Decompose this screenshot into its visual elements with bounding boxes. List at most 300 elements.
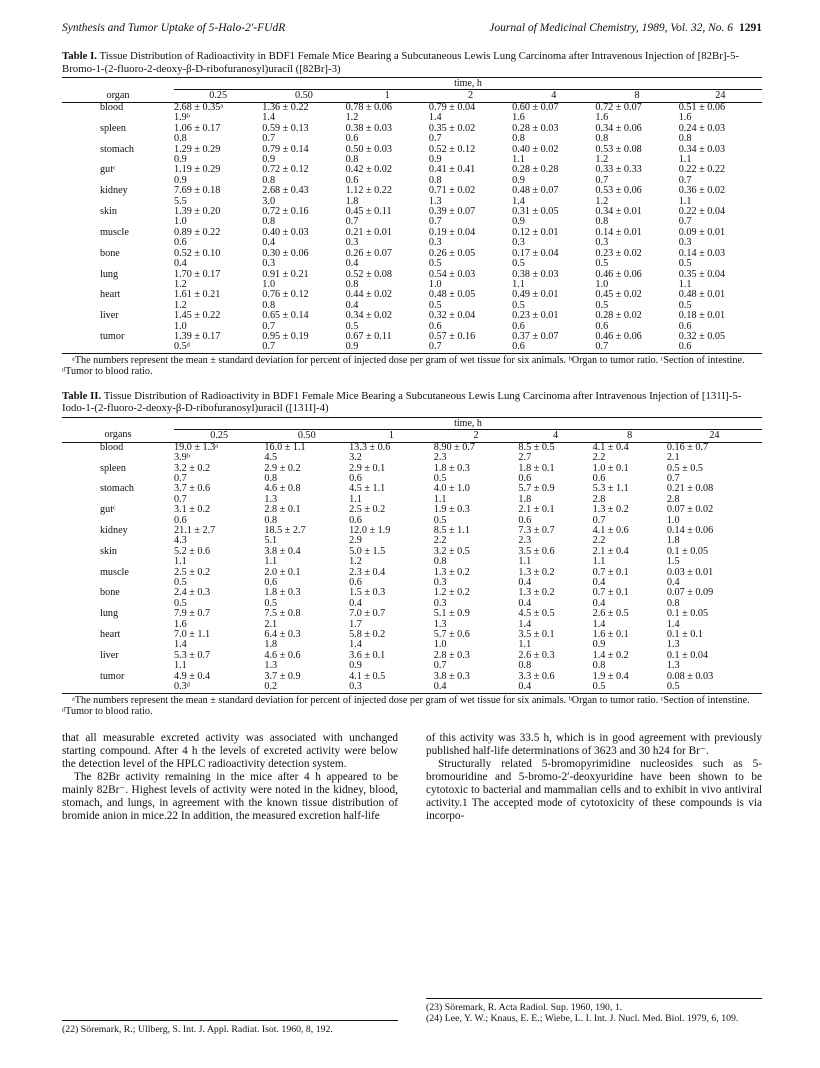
ratio-cell: 0.6 bbox=[512, 320, 525, 332]
table-1-organ-header: organ bbox=[62, 90, 174, 103]
ratio-cell: 0.5 bbox=[264, 597, 278, 609]
mean-sd-cell: 0.32 ± 0.05 bbox=[678, 330, 726, 342]
mean-sd-cell: 0.34 ± 0.01 bbox=[595, 206, 642, 218]
organ-label: tumor bbox=[100, 670, 125, 682]
table-row-ratio bbox=[62, 155, 762, 165]
ratio-cell: 0.7 bbox=[595, 342, 678, 353]
table-row-ratio bbox=[62, 259, 762, 269]
table-row bbox=[62, 270, 762, 280]
ratio-cell: 1.2 bbox=[174, 278, 187, 290]
ratio-cell: 1.6 bbox=[678, 112, 692, 124]
mean-sd-cell: 0.46 ± 0.06 bbox=[595, 268, 642, 280]
ratio-cell: 0.7 bbox=[428, 133, 442, 145]
ratio-cell: 0.3 bbox=[512, 237, 525, 249]
mean-sd-cell: 1.39 ± 0.17 bbox=[174, 330, 221, 342]
ratio-cell: 0.8 bbox=[592, 660, 606, 672]
ratio-cell: 1.0 bbox=[433, 639, 447, 651]
mean-sd-cell: 3.7 ± 0.6 bbox=[174, 483, 211, 495]
table-2-time-label: time, h bbox=[174, 417, 762, 429]
mean-sd-cell: 0.21 ± 0.01 bbox=[345, 226, 392, 238]
mean-sd-cell: 5.7 ± 0.9 bbox=[518, 483, 555, 495]
ratio-cell: 0.6 bbox=[428, 320, 442, 332]
mean-sd-cell: 0.76 ± 0.12 bbox=[262, 289, 309, 301]
mean-sd-cell: 7.3 ± 0.7 bbox=[518, 525, 555, 536]
table2-col-header: 0.25 bbox=[174, 429, 264, 442]
mean-sd-cell: 7.0 ± 1.1 bbox=[174, 629, 211, 641]
mean-sd-cell: 1.61 ± 0.21 bbox=[174, 289, 221, 301]
ratio-cell: 0.9 bbox=[346, 342, 429, 353]
ratio-cell: 0.5 bbox=[174, 597, 187, 609]
ratio-cell: 2.3 bbox=[433, 452, 447, 464]
mean-sd-cell: 6.4 ± 0.3 bbox=[264, 629, 301, 641]
mean-sd-cell: 0.26 ± 0.05 bbox=[428, 247, 476, 259]
mean-sd-cell: 1.39 ± 0.20 bbox=[174, 206, 221, 218]
mean-sd-cell: 0.91 ± 0.21 bbox=[262, 268, 309, 280]
header-page-number: 1291 bbox=[739, 22, 762, 34]
ratio-cell: 1.4 bbox=[512, 195, 525, 207]
table-row-ratio bbox=[62, 620, 762, 630]
table2-col-header: 1 bbox=[349, 429, 434, 442]
mean-sd-cell: 1.12 ± 0.22 bbox=[345, 185, 392, 197]
body-paragraph: The 82Br activity remaining in the mice after 4 h appeared to be mainly 82Br⁻. Highest levels of activity were noted in the kidney, blood, stomach, and lungs, in agreement with the known tissue distribution of bromide anion in mice.22 In addition, the measured excretion half-life bbox=[62, 770, 398, 822]
mean-sd-cell: 5.7 ± 0.6 bbox=[433, 629, 470, 641]
mean-sd-cell: 1.9 ± 0.4 bbox=[592, 670, 629, 682]
mean-sd-cell: 8.5 ± 0.5 bbox=[518, 441, 555, 453]
ratio-cell: 0.2 bbox=[264, 682, 349, 693]
mean-sd-cell: 0.08 ± 0.03 bbox=[666, 670, 714, 682]
table-row bbox=[62, 228, 762, 238]
table-1-caption bbox=[62, 50, 762, 75]
mean-sd-cell: 5.3 ± 0.7 bbox=[174, 649, 211, 661]
table-row bbox=[62, 464, 762, 474]
ratio-cell: 0.8 bbox=[678, 133, 692, 145]
ratio-cell: 0.4 bbox=[592, 577, 606, 589]
organ-spacer bbox=[62, 259, 174, 269]
mean-sd-cell: 0.79 ± 0.14 bbox=[262, 143, 309, 155]
mean-sd-cell: 1.29 ± 0.29 bbox=[174, 143, 221, 155]
ratio-cell: 0.6 bbox=[174, 514, 187, 526]
ratio-cell: 0.3 bbox=[349, 682, 434, 693]
organ-label: blood bbox=[100, 102, 124, 113]
organ-label: liver bbox=[100, 649, 119, 661]
mean-sd-cell: 7.0 ± 0.7 bbox=[349, 608, 386, 620]
ratio-cell: 0.4 bbox=[666, 577, 680, 589]
mean-sd-cell: 0.24 ± 0.03 bbox=[678, 122, 726, 134]
ratio-cell: 0.8 bbox=[174, 133, 187, 145]
table-row bbox=[62, 568, 762, 578]
mean-sd-cell: 4.5 ± 1.1 bbox=[349, 483, 386, 495]
organ-label: heart bbox=[100, 289, 121, 301]
ratio-cell: 0.9 bbox=[349, 660, 362, 672]
running-header bbox=[62, 22, 762, 40]
mean-sd-cell: 0.28 ± 0.02 bbox=[595, 310, 642, 322]
mean-sd-cell: 4.1 ± 0.6 bbox=[592, 525, 629, 536]
mean-sd-cell: 2.3 ± 0.4 bbox=[349, 566, 386, 578]
ratio-cell: 0.3ᵈ bbox=[174, 682, 264, 693]
ratio-cell: 1.3 bbox=[428, 195, 442, 207]
ratio-cell: 0.6 bbox=[518, 514, 532, 526]
mean-sd-cell: 1.3 ± 0.2 bbox=[518, 566, 555, 578]
mean-sd-cell: 1.8 ± 0.3 bbox=[264, 587, 301, 599]
table-row-ratio bbox=[62, 640, 762, 650]
ratio-cell: 0.8 bbox=[262, 174, 276, 186]
mean-sd-cell: 2.0 ± 0.1 bbox=[264, 566, 301, 578]
ratio-cell: 0.6 bbox=[264, 577, 278, 589]
mean-sd-cell: 1.4 ± 0.2 bbox=[592, 649, 629, 661]
mean-sd-cell: 3.8 ± 0.3 bbox=[433, 670, 470, 682]
table1-col-header: 4 bbox=[512, 90, 595, 103]
mean-sd-cell: 0.7 ± 0.1 bbox=[592, 566, 629, 578]
table-row bbox=[62, 186, 762, 196]
ratio-cell: 0.8 bbox=[518, 660, 532, 672]
body-paragraph: that all measurable excreted activity was associated with unchanged starting compound. After 4 h the levels of excreted activity were below the detection level of the HPLC radioactivity detection system. bbox=[62, 731, 398, 770]
ratio-cell: 0.8 bbox=[428, 174, 442, 186]
ratio-cell: 0.4 bbox=[345, 299, 359, 311]
mean-sd-cell: 3.2 ± 0.5 bbox=[433, 545, 470, 557]
organ-label: tumor bbox=[100, 330, 125, 342]
mean-sd-cell: 16.0 ± 1.1 bbox=[264, 441, 306, 453]
mean-sd-cell: 0.44 ± 0.02 bbox=[345, 289, 392, 301]
ratio-cell: 1.6 bbox=[595, 112, 609, 124]
table2-col-header: 0.50 bbox=[264, 429, 349, 442]
mean-sd-cell: 1.9 ± 0.3 bbox=[433, 504, 470, 516]
mean-sd-cell: 3.5 ± 0.1 bbox=[518, 629, 555, 641]
organ-label: kidney bbox=[100, 185, 128, 197]
organ-label: lung bbox=[100, 268, 119, 280]
ratio-cell: 1.1 bbox=[518, 639, 532, 651]
ratio-cell: 0.5 bbox=[174, 577, 187, 589]
mean-sd-cell: 0.33 ± 0.33 bbox=[595, 164, 642, 176]
ratio-cell: 0.8 bbox=[433, 556, 447, 568]
ratio-cell: 1.1 bbox=[174, 660, 187, 672]
mean-sd-cell: 3.6 ± 0.1 bbox=[349, 649, 386, 661]
mean-sd-cell: 0.14 ± 0.03 bbox=[678, 247, 726, 259]
table-row bbox=[62, 207, 762, 217]
table-1-time-label: time, h bbox=[174, 78, 762, 90]
mean-sd-cell: 5.1 ± 0.9 bbox=[433, 608, 470, 620]
ratio-cell: 0.9 bbox=[428, 154, 442, 166]
ratio-cell: 0.9 bbox=[512, 216, 525, 228]
organ-spacer bbox=[62, 453, 174, 463]
organ-label: muscle bbox=[100, 226, 129, 238]
ratio-cell: 1.1 bbox=[174, 556, 187, 568]
ratio-cell: 1.4 bbox=[592, 618, 606, 630]
mean-sd-cell: 18.5 ± 2.7 bbox=[264, 525, 306, 536]
mean-sd-cell: 1.06 ± 0.17 bbox=[174, 122, 221, 134]
ratio-cell: 1.4 bbox=[666, 618, 680, 630]
ratio-cell: 0.3 bbox=[345, 237, 359, 249]
table-2-label: Table II. bbox=[62, 389, 102, 402]
ratio-cell: 0.7 bbox=[174, 472, 187, 484]
mean-sd-cell: 2.1 ± 0.1 bbox=[518, 504, 555, 516]
table-1-grid bbox=[62, 77, 762, 354]
ratio-cell: 1.0 bbox=[666, 514, 680, 526]
mean-sd-cell: 3.7 ± 0.9 bbox=[264, 670, 301, 682]
mean-sd-cell: 0.51 ± 0.06 bbox=[678, 102, 726, 113]
mean-sd-cell: 3.5 ± 0.6 bbox=[518, 545, 555, 557]
mean-sd-cell: 0.38 ± 0.03 bbox=[345, 122, 392, 134]
ratio-cell: 0.7 bbox=[429, 342, 512, 353]
mean-sd-cell: 0.22 ± 0.04 bbox=[678, 206, 726, 218]
ratio-cell: 0.7 bbox=[262, 320, 276, 332]
mean-sd-cell: 0.12 ± 0.01 bbox=[512, 226, 559, 238]
ratio-cell: 0.4 bbox=[518, 597, 532, 609]
mean-sd-cell: 1.3 ± 0.2 bbox=[518, 587, 555, 599]
ratio-cell: 0.6 bbox=[518, 472, 532, 484]
mean-sd-cell: 4.1 ± 0.4 bbox=[592, 441, 629, 453]
ratio-cell: 0.8 bbox=[595, 216, 609, 228]
table-row bbox=[62, 630, 762, 640]
ratio-cell: 1.1 bbox=[678, 278, 692, 290]
body-column-left bbox=[62, 732, 398, 823]
body-paragraph: Structurally related 5-bromopyrimidine nucleosides such as 5-bromouridine and 5-bromo-2′-deoxyuridine have been shown to be cytotoxic to bacterial and mammalian cells and to exhibit in vivo antiviral activity.1 The accepted mode of cytotoxicity of these compounds is via incorpo- bbox=[426, 757, 762, 822]
mean-sd-cell: 2.68 ± 0.35ᵃ bbox=[174, 102, 224, 113]
ratio-cell: 1.3 bbox=[666, 639, 680, 651]
mean-sd-cell: 0.32 ± 0.04 bbox=[428, 310, 476, 322]
mean-sd-cell: 2.5 ± 0.2 bbox=[349, 504, 386, 516]
mean-sd-cell: 2.9 ± 0.2 bbox=[264, 462, 301, 474]
mean-sd-cell: 3.3 ± 0.6 bbox=[518, 670, 555, 682]
ratio-cell: 0.8 bbox=[262, 216, 276, 228]
ratio-cell: 0.8 bbox=[345, 278, 359, 290]
mean-sd-cell: 0.52 ± 0.12 bbox=[428, 143, 476, 155]
table-1-corner bbox=[62, 78, 174, 90]
mean-sd-cell: 1.3 ± 0.2 bbox=[592, 504, 629, 516]
table-row bbox=[62, 547, 762, 557]
table-row-ratio bbox=[62, 661, 762, 671]
table-row bbox=[62, 103, 762, 114]
mean-sd-cell: 0.50 ± 0.03 bbox=[345, 143, 392, 155]
mean-sd-cell: 0.48 ± 0.07 bbox=[512, 185, 559, 197]
organ-label: muscle bbox=[100, 566, 129, 578]
mean-sd-cell: 0.45 ± 0.11 bbox=[345, 206, 392, 218]
mean-sd-cell: 0.23 ± 0.02 bbox=[595, 247, 642, 259]
ratio-cell: 1.4 bbox=[518, 618, 532, 630]
ratio-cell: 0.7 bbox=[433, 660, 447, 672]
mean-sd-cell: 0.72 ± 0.07 bbox=[595, 102, 642, 113]
mean-sd-cell: 1.3 ± 0.2 bbox=[433, 566, 470, 578]
ratio-cell: 1.3 bbox=[433, 618, 447, 630]
mean-sd-cell: 3.8 ± 0.4 bbox=[264, 545, 301, 557]
organ-label: bone bbox=[100, 587, 120, 599]
mean-sd-cell: 0.89 ± 0.22 bbox=[174, 226, 221, 238]
mean-sd-cell: 0.53 ± 0.06 bbox=[595, 185, 642, 197]
mean-sd-cell: 0.17 ± 0.04 bbox=[512, 247, 559, 259]
organ-label: spleen bbox=[100, 462, 127, 474]
mean-sd-cell: 0.03 ± 0.01 bbox=[666, 566, 714, 578]
mean-sd-cell: 0.19 ± 0.04 bbox=[428, 226, 476, 238]
ratio-cell: 1.3 bbox=[264, 660, 278, 672]
mean-sd-cell: 0.45 ± 0.02 bbox=[595, 289, 642, 301]
ratio-cell: 0.4 bbox=[349, 597, 362, 609]
ratio-cell: 3.2 bbox=[349, 452, 362, 464]
table-row-ratio bbox=[62, 113, 762, 123]
ratio-cell: 1.0 bbox=[174, 216, 187, 228]
organ-spacer bbox=[62, 342, 174, 353]
ratio-cell: 0.6 bbox=[345, 133, 359, 145]
mean-sd-cell: 0.52 ± 0.08 bbox=[345, 268, 392, 280]
ratio-cell: 0.7 bbox=[678, 174, 692, 186]
ratio-cell: 1.4 bbox=[428, 112, 442, 124]
ratio-cell: 0.5 bbox=[595, 299, 609, 311]
ratio-cell: 0.9 bbox=[174, 154, 187, 166]
mean-sd-cell: 0.28 ± 0.28 bbox=[512, 164, 559, 176]
journal-page bbox=[62, 22, 762, 823]
ratio-cell: 1.2 bbox=[595, 154, 609, 166]
mean-sd-cell: 0.1 ± 0.1 bbox=[666, 629, 703, 641]
ratio-cell: 0.8 bbox=[262, 299, 276, 311]
mean-sd-cell: 4.9 ± 0.4 bbox=[174, 670, 211, 682]
organ-label: heart bbox=[100, 629, 121, 641]
reference-item: (24) Lee, Y. W.; Knaus, E. E.; Wiebe, L. I. Int. J. Nucl. Med. Biol. 1979, 6, 109. bbox=[426, 1013, 739, 1025]
ratio-cell: 0.6 bbox=[345, 174, 359, 186]
ratio-cell: 0.5 bbox=[345, 320, 359, 332]
organ-label: bone bbox=[100, 247, 120, 259]
mean-sd-cell: 1.70 ± 0.17 bbox=[174, 268, 221, 280]
mean-sd-cell: 2.68 ± 0.43 bbox=[262, 185, 309, 197]
mean-sd-cell: 0.78 ± 0.06 bbox=[345, 102, 392, 113]
table1-col-header: 2 bbox=[429, 90, 512, 103]
ratio-cell: 2.7 bbox=[518, 452, 532, 464]
ratio-cell: 1.6 bbox=[512, 112, 525, 124]
ratio-cell: 1.5 bbox=[666, 556, 680, 568]
organ-label: lung bbox=[100, 608, 119, 620]
ratio-cell: 0.8 bbox=[264, 472, 278, 484]
ratio-cell: 0.9 bbox=[174, 174, 187, 186]
ratio-cell: 3.0 bbox=[262, 195, 276, 207]
organ-label: liver bbox=[100, 310, 119, 322]
mean-sd-cell: 0.36 ± 0.02 bbox=[678, 185, 726, 197]
organ-label: spleen bbox=[100, 122, 127, 134]
table-1-footnote: ᵃThe numbers represent the mean ± standard deviation for percent of injected dose per gram of wet tissue for six animals. ᵇOrgan to tumor ratio. ᶜSection of intestine. ᵈTumor to blood ratio. bbox=[62, 354, 745, 378]
table-row bbox=[62, 588, 762, 598]
mean-sd-cell: 1.8 ± 0.1 bbox=[518, 462, 555, 474]
table-2-footnote: ᵃThe numbers represent the mean ± standard deviation for percent of injected dose per gram of wet tissue for six animals. ᵇOrgan to tumor ratio. ᶜSection of intenstine. ᵈTumor to blood ratio. bbox=[62, 694, 750, 717]
mean-sd-cell: 13.3 ± 0.6 bbox=[349, 441, 391, 453]
ratio-cell: 5.5 bbox=[174, 195, 187, 207]
ratio-cell: 1.3 bbox=[264, 493, 278, 505]
organ-label: skin bbox=[100, 206, 117, 218]
mean-sd-cell: 0.21 ± 0.08 bbox=[666, 483, 714, 495]
table-row-ratio bbox=[62, 474, 762, 484]
ratio-cell: 0.3 bbox=[595, 237, 609, 249]
ratio-cell: 0.3 bbox=[262, 258, 276, 270]
table-row bbox=[62, 145, 762, 155]
ratio-cell: 2.2 bbox=[433, 535, 447, 547]
mean-sd-cell: 0.14 ± 0.06 bbox=[666, 525, 714, 536]
ratio-cell: 2.8 bbox=[592, 493, 606, 505]
ratio-cell: 1.7 bbox=[349, 618, 362, 630]
ratio-cell: 0.7 bbox=[262, 342, 345, 353]
mean-sd-cell: 0.53 ± 0.08 bbox=[595, 143, 642, 155]
mean-sd-cell: 0.31 ± 0.05 bbox=[512, 206, 559, 218]
mean-sd-cell: 0.18 ± 0.01 bbox=[678, 310, 726, 322]
ratio-cell: 0.5 bbox=[428, 258, 442, 270]
mean-sd-cell: 7.9 ± 0.7 bbox=[174, 608, 211, 620]
mean-sd-cell: 5.0 ± 1.5 bbox=[349, 545, 386, 557]
table1-col-header: 24 bbox=[679, 90, 762, 103]
ratio-cell: 0.5 bbox=[512, 258, 525, 270]
ratio-cell: 0.5 bbox=[678, 258, 692, 270]
ratio-cell: 0.5 bbox=[678, 299, 692, 311]
ratio-cell: 0.8 bbox=[512, 133, 525, 145]
references bbox=[62, 1002, 762, 1035]
ratio-cell: 0.4 bbox=[262, 237, 276, 249]
ratio-cell: 0.7 bbox=[595, 174, 609, 186]
mean-sd-cell: 2.4 ± 0.3 bbox=[174, 587, 211, 599]
ratio-cell: 0.3 bbox=[433, 577, 447, 589]
ratio-cell: 0.3 bbox=[433, 597, 447, 609]
ratio-cell: 0.6 bbox=[679, 342, 762, 353]
ratio-cell: 1.0 bbox=[174, 320, 187, 332]
mean-sd-cell: 0.49 ± 0.01 bbox=[512, 289, 559, 301]
mean-sd-cell: 2.6 ± 0.5 bbox=[592, 608, 629, 620]
mean-sd-cell: 0.7 ± 0.1 bbox=[592, 587, 629, 599]
ratio-cell: 1.4 bbox=[349, 639, 362, 651]
ratio-cell: 0.9 bbox=[512, 174, 525, 186]
table-row bbox=[62, 505, 762, 515]
table1-col-header: 0.50 bbox=[262, 90, 345, 103]
table-row-ratio bbox=[62, 322, 762, 332]
ratio-cell: 0.5ᵈ bbox=[174, 342, 262, 353]
organ-label: skin bbox=[100, 545, 117, 557]
table-row bbox=[62, 651, 762, 661]
ratio-cell: 4.3 bbox=[174, 535, 187, 547]
ratio-cell: 4.5 bbox=[264, 452, 278, 464]
ratio-cell: 1.0 bbox=[595, 278, 609, 290]
ratio-cell: 0.4 bbox=[518, 577, 532, 589]
mean-sd-cell: 1.6 ± 0.1 bbox=[592, 629, 629, 641]
mean-sd-cell: 0.46 ± 0.06 bbox=[595, 330, 642, 342]
header-journal bbox=[489, 22, 762, 40]
mean-sd-cell: 0.71 ± 0.02 bbox=[428, 185, 476, 197]
mean-sd-cell: 0.65 ± 0.14 bbox=[262, 310, 309, 322]
table-row-ratio bbox=[62, 301, 762, 311]
ratio-cell: 1.1 bbox=[433, 493, 447, 505]
mean-sd-cell: 0.60 ± 0.07 bbox=[512, 102, 559, 113]
mean-sd-cell: 4.6 ± 0.8 bbox=[264, 483, 301, 495]
mean-sd-cell: 3.2 ± 0.2 bbox=[174, 462, 211, 474]
ratio-cell: 0.6 bbox=[349, 577, 362, 589]
ratio-cell: 0.7 bbox=[428, 216, 442, 228]
mean-sd-cell: 0.35 ± 0.02 bbox=[428, 122, 476, 134]
mean-sd-cell: 0.54 ± 0.03 bbox=[428, 268, 476, 280]
ratio-cell: 0.4 bbox=[518, 682, 592, 693]
ratio-cell: 1.0 bbox=[428, 278, 442, 290]
mean-sd-cell: 12.0 ± 1.9 bbox=[349, 525, 391, 536]
header-article-title: Synthesis and Tumor Uptake of 5-Halo-2′-FUdR bbox=[62, 22, 286, 34]
ratio-cell: 1.4 bbox=[174, 639, 187, 651]
organ-label: stomach bbox=[100, 143, 134, 155]
table-row-ratio bbox=[62, 197, 762, 207]
table-row bbox=[62, 249, 762, 259]
ratio-cell: 0.5 bbox=[433, 472, 447, 484]
ratio-cell: 0.5 bbox=[433, 514, 447, 526]
mean-sd-cell: 0.1 ± 0.04 bbox=[666, 649, 709, 661]
mean-sd-cell: 0.30 ± 0.06 bbox=[262, 247, 309, 259]
mean-sd-cell: 0.1 ± 0.05 bbox=[666, 608, 709, 620]
mean-sd-cell: 0.72 ± 0.16 bbox=[262, 206, 309, 218]
ratio-cell: 0.8 bbox=[264, 514, 278, 526]
mean-sd-cell: 0.40 ± 0.03 bbox=[262, 226, 309, 238]
ratio-cell: 0.6 bbox=[592, 472, 606, 484]
mean-sd-cell: 7.5 ± 0.8 bbox=[264, 608, 301, 620]
table-row-ratio bbox=[62, 342, 762, 353]
ratio-cell: 0.7 bbox=[666, 472, 680, 484]
mean-sd-cell: 0.37 ± 0.07 bbox=[512, 330, 559, 342]
ratio-cell: 0.7 bbox=[678, 216, 692, 228]
ratio-cell: 1.9ᵇ bbox=[174, 112, 190, 124]
